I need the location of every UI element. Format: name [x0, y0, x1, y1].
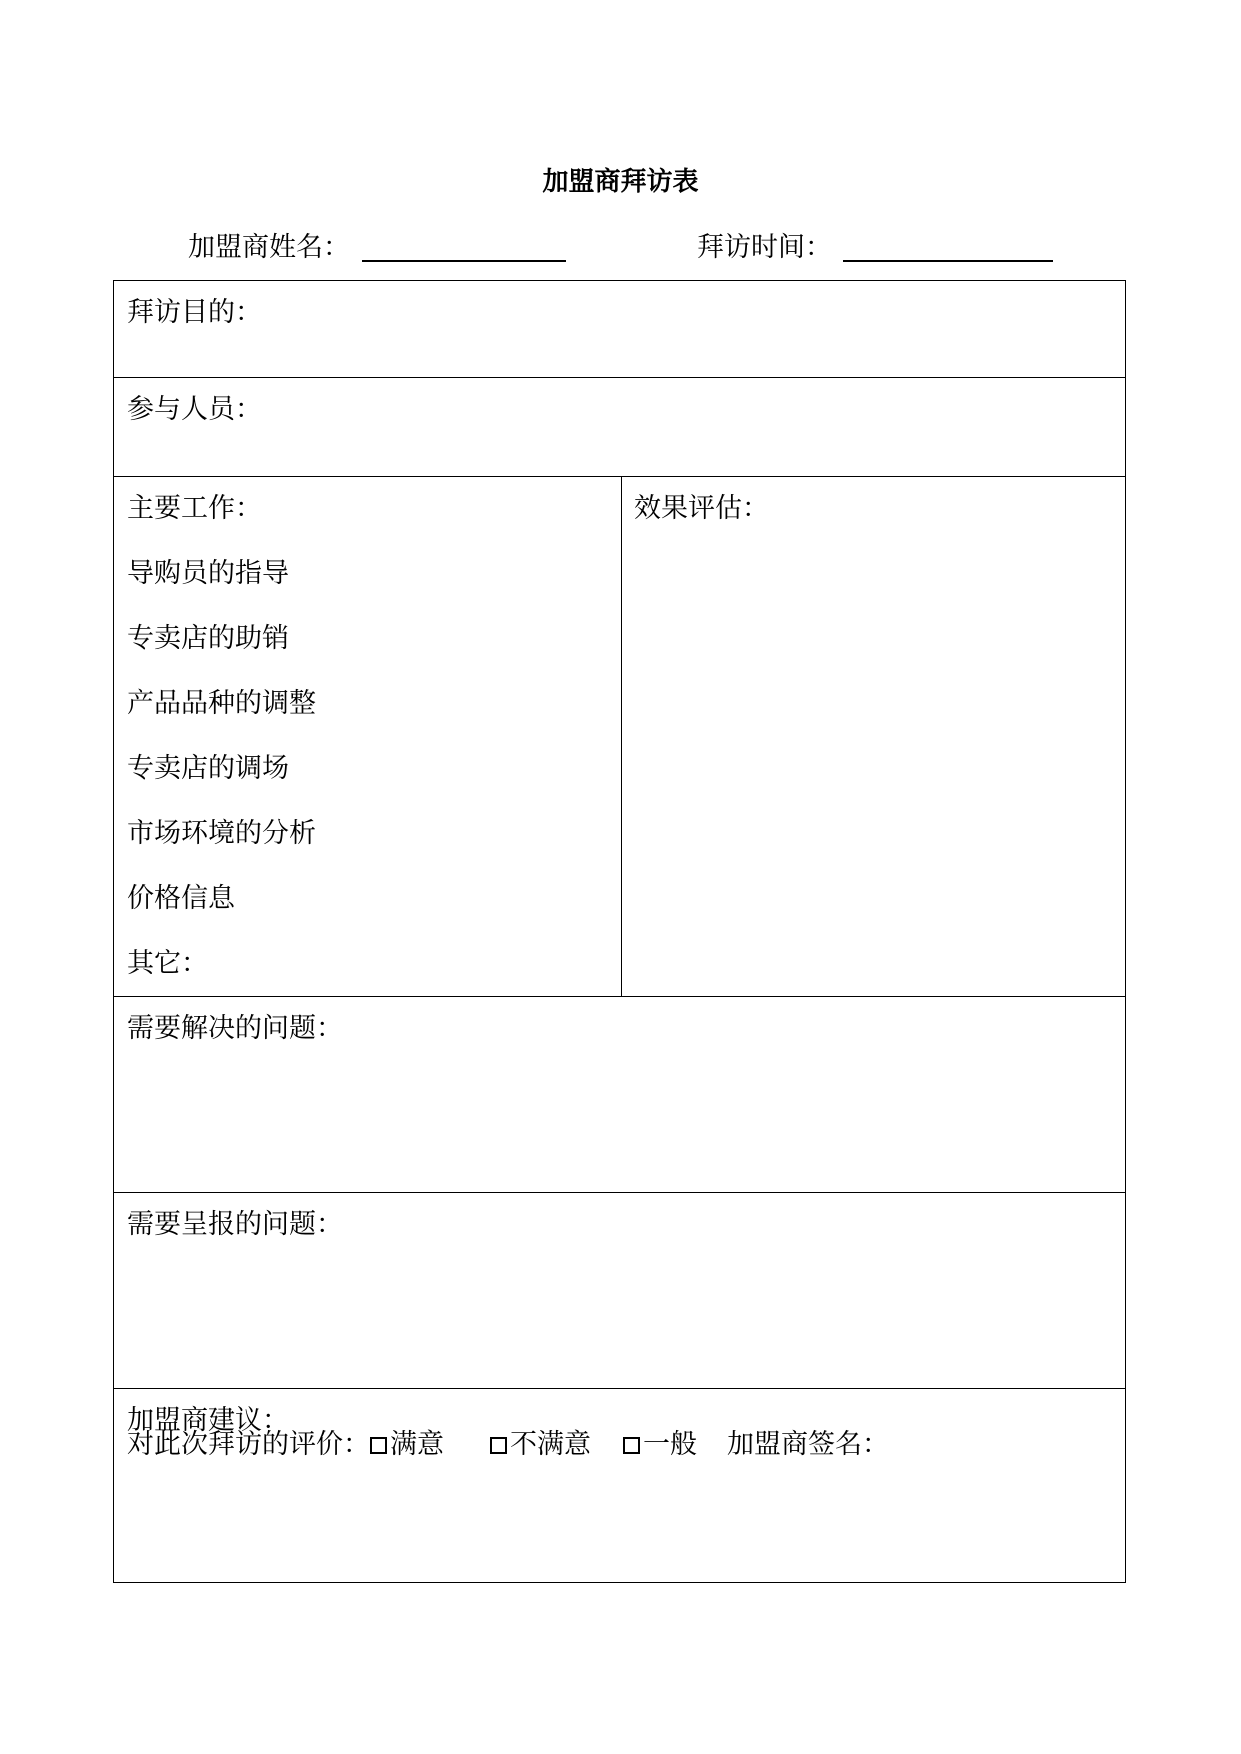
checkbox-icon[interactable]: [370, 1437, 387, 1454]
main-work-item: 价格信息: [127, 883, 235, 914]
row-issues-to-solve[interactable]: [114, 996, 1125, 1192]
main-work-label: 主要工作：: [127, 493, 262, 524]
dealer-signature-label: 加盟商签名：: [727, 1429, 889, 1460]
form-title: 加盟商拜访表: [542, 167, 699, 197]
main-work-item: 产品品种的调整: [127, 688, 316, 719]
rating-option-unsatisfied[interactable]: 不满意: [490, 1425, 591, 1465]
checkbox-icon[interactable]: [490, 1437, 507, 1454]
dealer-name-label: 加盟商姓名：: [188, 232, 350, 263]
evaluation-label: 效果评估：: [634, 493, 769, 524]
visit-form-table: [113, 280, 1126, 1583]
column-divider: [621, 477, 622, 996]
checkbox-icon[interactable]: [623, 1437, 640, 1454]
row-main-work: [114, 476, 1125, 996]
rating-option-average[interactable]: 一般: [623, 1425, 697, 1465]
visit-time-blank[interactable]: [843, 260, 1053, 262]
rating-line: [127, 1425, 889, 1465]
other-label: 其它：: [127, 948, 208, 979]
row-participants[interactable]: [114, 377, 1125, 476]
dealer-name-blank[interactable]: [362, 260, 566, 262]
rating-option-satisfied[interactable]: 满意: [370, 1425, 444, 1465]
row-purpose[interactable]: [114, 281, 1125, 377]
rating-label: 对此次拜访的评价：: [127, 1429, 370, 1460]
dealer-suggestion-label: 加盟商建议：: [127, 1405, 289, 1436]
row-issues-to-report[interactable]: [114, 1192, 1125, 1388]
main-work-item: 导购员的指导: [127, 558, 289, 589]
main-work-item: 专卖店的调场: [127, 753, 289, 784]
main-work-item: 市场环境的分析: [127, 818, 316, 849]
issues-to-report-label: 需要呈报的问题：: [127, 1209, 343, 1240]
issues-to-solve-label: 需要解决的问题：: [127, 1013, 343, 1044]
main-work-item: 专卖店的助销: [127, 623, 289, 654]
purpose-label: 拜访目的：: [127, 297, 262, 328]
participants-label: 参与人员：: [127, 394, 262, 425]
visit-time-label: 拜访时间：: [697, 232, 832, 263]
row-dealer-suggestion[interactable]: [114, 1388, 1125, 1581]
